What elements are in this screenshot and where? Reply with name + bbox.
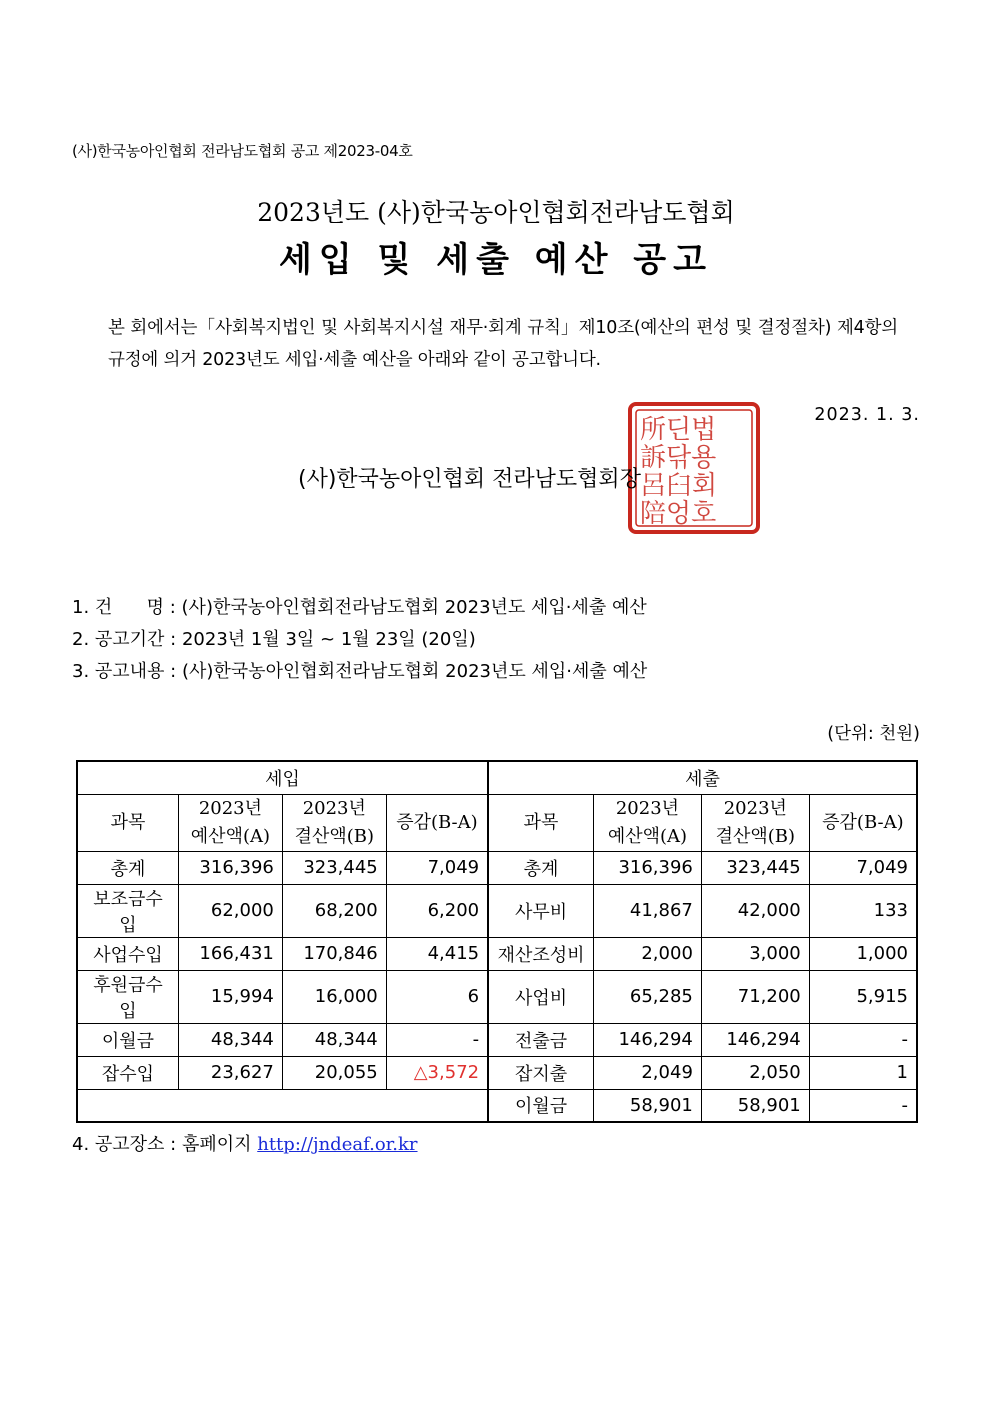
signer-name: (사)한국농아인협회 전라남도협회장 [298, 467, 641, 492]
expense-change: - [809, 1089, 917, 1122]
notice-item-1: 1. 건 명 : (사)한국농아인협회전라남도협회 2023년도 세입·세출 예산 [72, 597, 647, 618]
col-budget: 2023년 예산액(A) [594, 794, 702, 851]
revenue-empty-cell [77, 1089, 488, 1122]
table-row [77, 937, 917, 970]
expense-change: 1,000 [809, 937, 917, 970]
expense-subject: 이월금 [488, 1089, 593, 1122]
revenue-change: - [386, 1023, 488, 1056]
seal-glyph-line-3: 呂臼회 [640, 471, 718, 501]
page-title: 세입 및 세출 예산 공고 [279, 240, 713, 280]
expense-budget: 2,049 [594, 1056, 702, 1089]
revenue-budget: 23,627 [178, 1056, 282, 1089]
expense-change: 5,915 [809, 970, 917, 1023]
expense-subject: 잡지출 [488, 1056, 593, 1089]
notice-item-3: 3. 공고내용 : (사)한국농아인협회전라남도협회 2023년도 세입·세출 예산 [72, 661, 648, 682]
notice-date: 2023. 1. 3. [814, 405, 920, 425]
homepage-link[interactable]: http://jndeaf.or.kr [257, 1134, 418, 1155]
seal-glyph-line-2: 訴닦용 [640, 443, 717, 473]
expense-change: - [809, 1023, 917, 1056]
col-subject: 과목 [488, 794, 593, 851]
expense-settlement: 58,901 [701, 1089, 809, 1122]
seal-glyph-line-1: 所딘법 [640, 415, 717, 445]
table-row [77, 1056, 917, 1089]
expense-settlement: 323,445 [701, 851, 809, 884]
revenue-change: 6,200 [386, 884, 488, 937]
expense-subject: 사무비 [488, 884, 593, 937]
table-header-row [77, 761, 917, 794]
notice-place-label: 4. 공고장소 : 홈페이지 [72, 1134, 258, 1155]
revenue-settlement: 68,200 [282, 884, 386, 937]
notice-place [72, 1130, 418, 1156]
revenue-subject: 후원금수입 [77, 970, 178, 1023]
expense-budget: 146,294 [594, 1023, 702, 1056]
table-row [77, 1023, 917, 1056]
notice-items [72, 592, 647, 688]
seal-glyph-line-4: 陪엉호 [640, 499, 717, 529]
expense-subject: 총계 [488, 851, 593, 884]
revenue-budget: 62,000 [178, 884, 282, 937]
revenue-subject: 잡수입 [77, 1056, 178, 1089]
revenue-change: 7,049 [386, 851, 488, 884]
intro-paragraph: 본 회에서는「사회복지법인 및 사회복지시설 재무·회계 규칙」제10조(예산의 편성 및 결정절차) 제4항의 규정에 의거 2023년도 세입·세출 예산을 아래와 같이 공고합니다. [108, 318, 898, 370]
expense-subject: 사업비 [488, 970, 593, 1023]
table-row [77, 884, 917, 937]
revenue-change: 4,415 [386, 937, 488, 970]
expense-settlement: 3,000 [701, 937, 809, 970]
table-row [77, 970, 917, 1023]
expense-change: 7,049 [809, 851, 917, 884]
col-subject: 과목 [77, 794, 178, 851]
item-label: 2. 공고기간 [72, 629, 165, 650]
item-value: (사)한국농아인협회전라남도협회 2023년도 세입·세출 예산 [181, 597, 647, 618]
item-value: 2023년 1월 3일 ~ 1월 23일 (20일) [181, 629, 476, 650]
revenue-subject: 보조금수입 [77, 884, 178, 937]
revenue-settlement: 48,344 [282, 1023, 386, 1056]
notice-number: (사)한국농아인협회 전라남도협회 공고 제2023-04호 [72, 142, 413, 160]
expense-change: 133 [809, 884, 917, 937]
revenue-settlement: 323,445 [282, 851, 386, 884]
revenue-subject: 사업수입 [77, 937, 178, 970]
revenue-change: 6 [386, 970, 488, 1023]
table-row [77, 1089, 917, 1122]
expense-settlement: 146,294 [701, 1023, 809, 1056]
col-change: 증감(B-A) [809, 794, 917, 851]
expense-settlement: 71,200 [701, 970, 809, 1023]
budget-table [76, 760, 918, 1123]
table-subheader-row [77, 794, 917, 851]
expense-subject: 전출금 [488, 1023, 593, 1056]
expense-budget: 65,285 [594, 970, 702, 1023]
col-change: 증감(B-A) [386, 794, 488, 851]
revenue-settlement: 16,000 [282, 970, 386, 1023]
revenue-budget: 166,431 [178, 937, 282, 970]
notice-item-2: 2. 공고기간 : 2023년 1월 3일 ~ 1월 23일 (20일) [72, 629, 476, 650]
revenue-subject: 총계 [77, 851, 178, 884]
expense-subject: 재산조성비 [488, 937, 593, 970]
item-label: 1. 건 명 [72, 597, 165, 618]
col-settlement: 2023년 결산액(B) [701, 794, 809, 851]
revenue-budget: 48,344 [178, 1023, 282, 1056]
expense-budget: 41,867 [594, 884, 702, 937]
expense-budget: 2,000 [594, 937, 702, 970]
revenue-subject: 이월금 [77, 1023, 178, 1056]
official-seal [626, 400, 762, 536]
revenue-change-negative: △3,572 [386, 1056, 488, 1089]
expense-change: 1 [809, 1056, 917, 1089]
expense-budget: 316,396 [594, 851, 702, 884]
title-organization: 2023년도 (사)한국농아인협회전라남도협회 [257, 198, 735, 227]
revenue-settlement: 20,055 [282, 1056, 386, 1089]
expense-header: 세출 [488, 761, 917, 794]
expense-settlement: 42,000 [701, 884, 809, 937]
revenue-header: 세입 [77, 761, 488, 794]
col-settlement: 2023년 결산액(B) [282, 794, 386, 851]
table-row [77, 851, 917, 884]
revenue-settlement: 170,846 [282, 937, 386, 970]
item-label: 3. 공고내용 [72, 661, 165, 682]
expense-settlement: 2,050 [701, 1056, 809, 1089]
expense-budget: 58,901 [594, 1089, 702, 1122]
revenue-budget: 316,396 [178, 851, 282, 884]
col-budget: 2023년 예산액(A) [178, 794, 282, 851]
revenue-budget: 15,994 [178, 970, 282, 1023]
unit-note: (단위: 천원) [827, 724, 920, 744]
item-value: (사)한국농아인협회전라남도협회 2023년도 세입·세출 예산 [181, 661, 648, 682]
